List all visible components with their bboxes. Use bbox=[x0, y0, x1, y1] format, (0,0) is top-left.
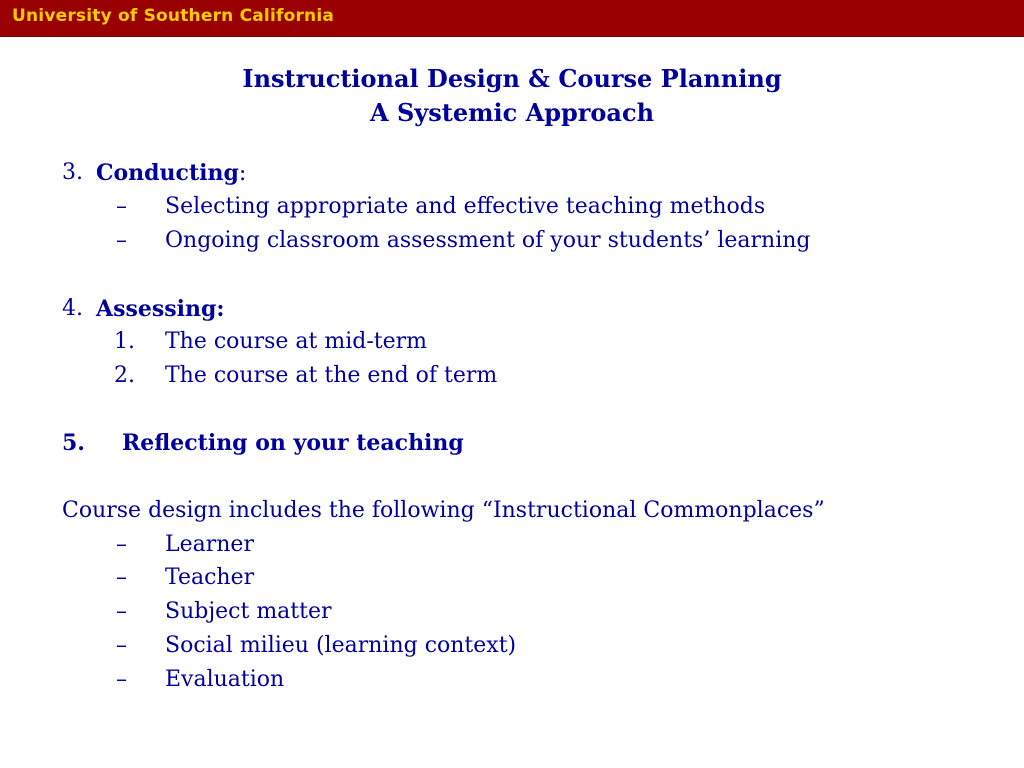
section-3-number: 3. bbox=[62, 160, 83, 185]
title-line-2: A Systemic Approach bbox=[369, 98, 655, 127]
section-5-number: 5. bbox=[62, 430, 85, 456]
slide-title bbox=[0, 62, 1024, 130]
list-marker: – bbox=[116, 667, 127, 692]
list-marker: – bbox=[116, 532, 127, 557]
university-name: University of Southern California bbox=[12, 6, 335, 26]
list-marker: 1. bbox=[114, 329, 135, 354]
section-3-heading-colon: : bbox=[238, 161, 247, 186]
list-item: Ongoing classroom assessment of your students’ learning bbox=[165, 228, 811, 253]
list-item: Social milieu (learning context) bbox=[165, 633, 517, 658]
list-marker: – bbox=[116, 599, 127, 624]
section-4-heading: Assessing: bbox=[96, 296, 225, 322]
list-marker: – bbox=[116, 194, 127, 219]
section-5-heading: Reflecting on your teaching bbox=[122, 430, 464, 456]
list-item: The course at the end of term bbox=[165, 363, 498, 388]
list-marker: – bbox=[116, 565, 127, 590]
commonplaces-intro: Course design includes the following “Instructional Commonplaces” bbox=[62, 498, 825, 523]
list-marker: 2. bbox=[114, 363, 135, 388]
list-item: Teacher bbox=[165, 565, 255, 590]
list-marker: – bbox=[116, 228, 127, 253]
list-marker: – bbox=[116, 633, 127, 658]
section-3-heading bbox=[96, 158, 246, 189]
list-item: The course at mid-term bbox=[165, 329, 428, 354]
list-item: Evaluation bbox=[165, 667, 285, 692]
header-bar bbox=[0, 0, 1024, 37]
section-4-number: 4. bbox=[62, 296, 83, 321]
list-item: Subject matter bbox=[165, 599, 332, 624]
list-item: Selecting appropriate and effective teaching methods bbox=[165, 194, 766, 219]
section-3-heading-text: Conducting bbox=[96, 160, 239, 186]
title-line-1: Instructional Design & Course Planning bbox=[242, 64, 782, 93]
list-item: Learner bbox=[165, 532, 254, 557]
